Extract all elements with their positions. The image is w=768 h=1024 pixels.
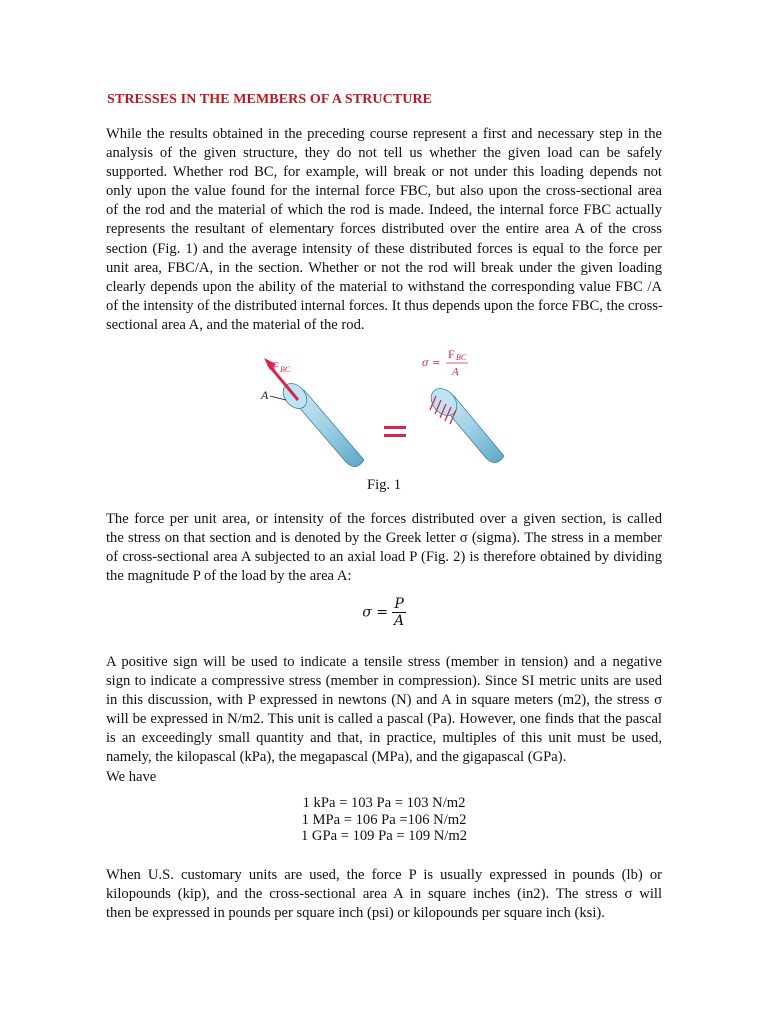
- formula-numerator: P: [394, 596, 404, 612]
- figure-caption: Fig. 1: [366, 477, 402, 493]
- stress-formula: [0, 596, 768, 629]
- text-line: While the results obtained in the preceding course represent a first and necessary step in the: [106, 126, 662, 142]
- text-line: kilopounds (kip), and the cross-sectional area A in square inches (in2). The stress σ will: [106, 886, 662, 903]
- unit-line-kpa: 1 kPa = 103 Pa = 103 N/m2: [302, 795, 466, 811]
- paragraph-units: [106, 653, 662, 787]
- text-line: unit area, FBC/A, in the section. Whether or not the rod will break under the given loading: [106, 259, 662, 276]
- text-line: of cross-sectional area A subjected to an axial load P (Fig. 2) is therefore obtained by dividing: [106, 549, 662, 566]
- text-line: represents the resultant of elementary forces distributed over the entire area A of the cross: [106, 221, 662, 238]
- formula-lhs: σ =: [362, 604, 388, 621]
- text-line: The force per unit area, or intensity of the forces distributed over a given section, is called: [106, 511, 662, 527]
- text-line: in this discussion, with P expressed in newtons (N) and A in square meters (m2), the stress σ: [106, 692, 662, 709]
- text-line: of the intensity of the distributed internal forces. It thus depends upon the force FBC, the cross-: [106, 297, 663, 314]
- text-line: namely, the kilopascal (kPa), the megapascal (MPa), and the gigapascal (GPa).: [106, 749, 567, 766]
- text-line: clearly depends upon the ability of the material to withstand the corresponding value FBC /A: [106, 278, 662, 295]
- text-line: is an exceedingly small quantity and that, in practice, multiples of this unit must be used,: [106, 730, 662, 747]
- formula-denominator: A: [394, 613, 405, 629]
- figure-1-diagram: [250, 340, 520, 480]
- text-line: supported. Whether rod BC, for example, will break or not under this loading depends not: [106, 164, 662, 181]
- text-line: only upon the value found for the internal force FBC, but also upon the cross-sectional area: [106, 183, 662, 200]
- formula-fraction: [392, 596, 405, 629]
- unit-conversions: [0, 795, 768, 845]
- label-num-f: F: [448, 347, 455, 361]
- equals-sign-top: [384, 426, 406, 429]
- label-area: A: [261, 388, 269, 402]
- text-line: We have: [106, 768, 157, 785]
- text-line: sectional area A, and the material of the rod.: [106, 316, 365, 333]
- text-line: A positive sign will be used to indicate a tensile stress (member in tension) and a negative: [106, 654, 662, 670]
- section-heading: STRESSES IN THE MEMBERS OF A STRUCTURE: [107, 92, 433, 107]
- unit-line-gpa: 1 GPa = 109 Pa = 109 N/m2: [300, 828, 468, 844]
- paragraph-stress-definition: [106, 510, 662, 586]
- label-num-sub: BC: [456, 353, 467, 362]
- label-f-sub: BC: [280, 365, 291, 374]
- text-line: will be expressed in N/m2. This unit is called a pascal (Pa). However, one finds that the pascal: [106, 711, 662, 728]
- text-line: section (Fig. 1) and the average intensity of these distributed forces is equal to the force per: [106, 240, 662, 257]
- paragraph-us-units: [106, 866, 662, 923]
- text-line: sign to indicate a compressive stress (member in compression). Since SI metric units are used: [106, 673, 662, 690]
- text-line: When U.S. customary units are used, the force P is usually expressed in pounds (lb) or: [106, 867, 662, 883]
- text-line: then be expressed in pounds per square inch (psi) or kilopounds per square inch (ksi).: [106, 905, 605, 922]
- text-line: the stress on that section and is denoted by the Greek letter σ (sigma). The stress in a member: [106, 530, 662, 547]
- label-sigma: σ =: [422, 358, 441, 369]
- right-rod-section: [426, 383, 504, 462]
- paragraph-intro: [106, 125, 662, 335]
- label-f: F: [272, 359, 279, 373]
- text-line: the magnitude P of the load by the area A:: [106, 568, 352, 585]
- text-line: of the rod and the material of which the rod is made. Indeed, the internal force FBC actually: [106, 202, 662, 219]
- unit-line-mpa: 1 MPa = 106 Pa =106 N/m2: [301, 811, 467, 828]
- label-den-a: A: [452, 366, 459, 378]
- equals-sign-bottom: [384, 434, 406, 437]
- text-line: analysis of the given structure, they do not tell us whether the given load can be safely: [106, 145, 662, 162]
